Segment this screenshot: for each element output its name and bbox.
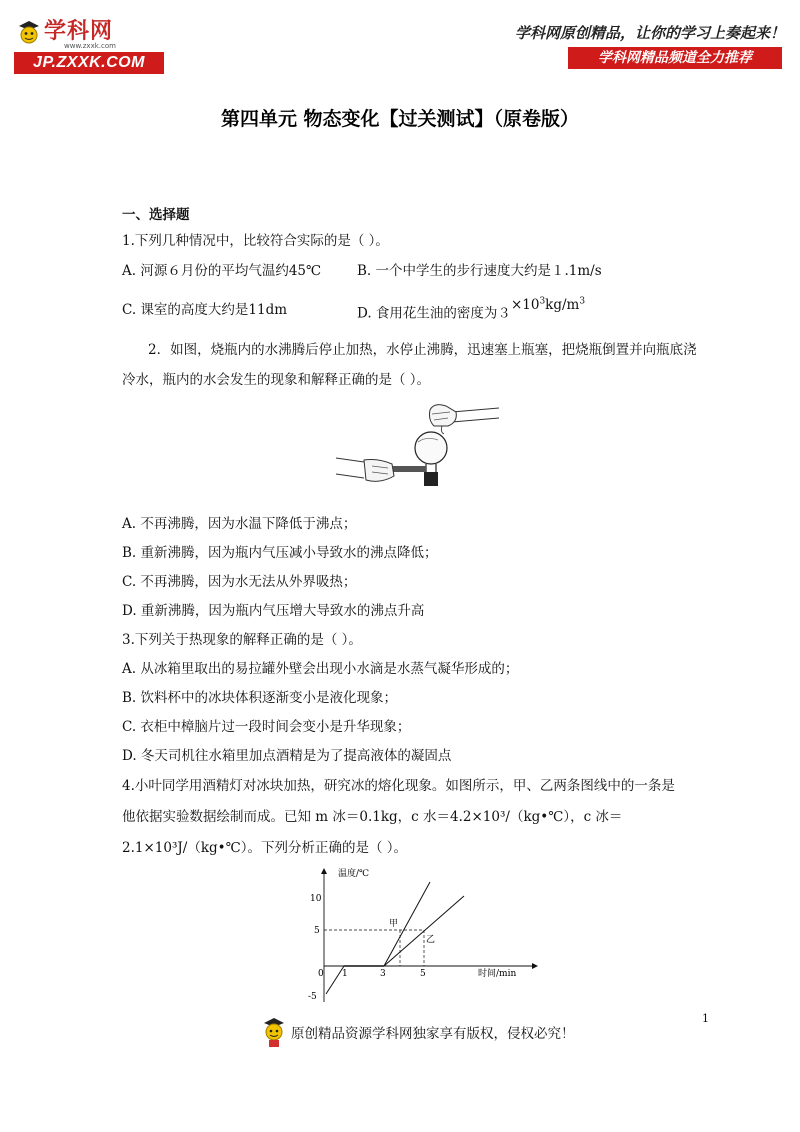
q2-stem-line1: 2．如图，烧瓶内的水沸腾后停止加热，水停止沸腾，迅速塞上瓶塞，把烧瓶倒置并向瓶底浇 [148,342,697,358]
q4-stem-line1: 4.小叶同学用酒精灯对冰块加热，研究冰的熔化现象。如图所示，甲、乙两条图线中的一条是 [122,778,675,794]
mascot-icon [16,18,42,48]
formula-times: ×10 [510,296,540,313]
formula-exp: 3 [539,296,546,306]
q3-option-b: B. 饮料杯中的冰块体积逐渐变小是液化现象； [122,690,398,706]
page-number: 1 [702,1012,709,1025]
q2-option-a: A. 不再沸腾，因为水温下降低于沸点； [122,516,357,532]
q3-stem: 3.下列关于热现象的解释正确的是（ ）。 [122,632,362,648]
y-tick-10: 10 [310,894,322,904]
melting-graph [300,860,540,1010]
x-tick-5: 5 [420,969,426,979]
y-tick-neg5: -5 [308,992,317,1002]
flask-figure [334,400,504,500]
x-axis-label: 时间/min [478,969,517,979]
y-tick-0: 0 [318,969,324,979]
y-tick-5: 5 [314,926,320,936]
q2-option-d: D. 重新沸腾，因为瓶内气压增大导致水的沸点升高 [122,603,425,619]
q4-stem-line2: 他依据实验数据绘制而成。已知 m 冰＝0.1kg，c 水＝4.2×10³/（kg•℃），c 冰＝ [122,809,623,825]
x-tick-1: 1 [342,969,348,979]
site-logo[interactable] [14,14,164,76]
q1-option-b: B. 一个中学生的步行速度大约是１.1m/s [357,263,602,279]
logo-text: 学科网 [44,19,114,44]
label-jia: 甲 [389,919,399,929]
q3-option-c: C. 衣柜中樟脑片过一段时间会变小是升华现象； [122,719,411,735]
x-tick-3: 3 [380,969,386,979]
footer-copyright: 原创精品资源学科网独家享有版权，侵权必究！ [291,1026,575,1042]
footer-mascot-icon [262,1016,286,1048]
x-axis-arrow [532,963,538,969]
q2-option-c: C. 不再沸腾，因为水无法从外界吸热； [122,574,357,590]
formula-unit: kg/m [545,296,580,313]
q2-option-b: B. 重新沸腾，因为瓶内气压减小导致水的沸点降低； [122,545,438,561]
q3-option-d: D. 冬天司机往水箱里加点酒精是为了提高液体的凝固点 [122,748,452,764]
y-axis-arrow [321,868,327,874]
heating-ice-segment [326,966,344,994]
q2-stem-line2: 冷水，瓶内的水会发生的现象和解释正确的是（ ）。 [122,372,431,388]
logo-bar: JP.ZXXK.COM [14,52,164,74]
q1-option-d-prefix: D. 食用花生油的密度为３ [357,305,511,322]
page-title: 第四单元 物态变化【过关测试】（原卷版） [220,108,580,130]
label-yi: 乙 [426,935,436,945]
q1-stem: 1.下列几种情况中，比较符合实际的是（ ）。 [122,233,389,249]
q4-stem-line3: 2.1×10³J/（kg•℃）。下列分析正确的是（ ）。 [122,840,408,856]
q3-option-a: A. 从冰箱里取出的易拉罐外壁会出现小水滴是水蒸气凝华形成的； [122,661,519,677]
header-banner[interactable]: 学科网精品频道全力推荐 [568,47,782,69]
logo-url: www.zxxk.com [64,42,116,50]
q1-density-formula [511,297,585,313]
y-axis-label: 温度/℃ [338,869,370,879]
header-slogan: 学科网原创精品，让你的学习上奏起来！ [514,24,785,42]
q1-option-c: C. 课室的高度大约是11dm [122,302,288,318]
q1-option-d [357,296,586,324]
q1-option-a: A. 河源６月份的平均气温约45℃ [122,263,322,279]
section-heading: 一、选择题 [122,207,190,223]
formula-unit-exp: 3 [579,296,586,306]
